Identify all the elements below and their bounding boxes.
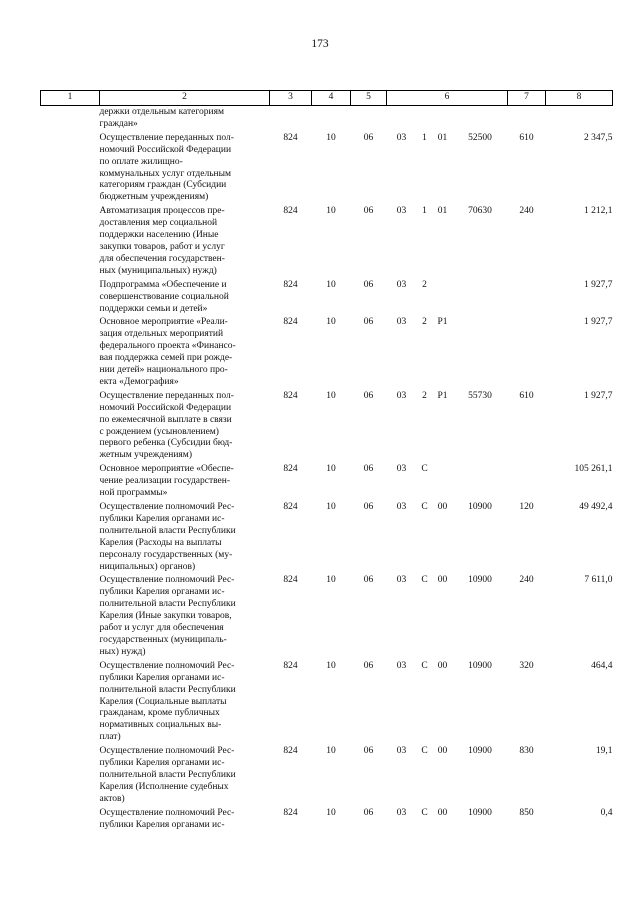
subprogram-code: 1 bbox=[422, 132, 427, 143]
row-number-cell bbox=[41, 279, 100, 317]
subsection-code: 06 bbox=[363, 746, 374, 757]
direction-code: 10900 bbox=[468, 807, 492, 818]
description-line: полнительной власти Республики bbox=[99, 769, 236, 780]
header-col-8: 8 bbox=[546, 91, 613, 106]
table-row bbox=[41, 745, 613, 807]
subsection-code: 06 bbox=[363, 279, 374, 290]
description-line: держки отдельным категориям bbox=[99, 107, 225, 117]
subprogram-code: С bbox=[421, 575, 428, 586]
table-row bbox=[41, 106, 613, 132]
subprogram-code: 2 bbox=[422, 317, 427, 328]
description-line: актов) bbox=[99, 793, 125, 804]
row-number-cell bbox=[41, 660, 100, 745]
amount: 1 927,7 bbox=[584, 279, 613, 290]
expense-type-code: 610 bbox=[519, 390, 534, 401]
section-code: 10 bbox=[326, 279, 336, 290]
main-event-code bbox=[433, 279, 453, 317]
direction-code: 10900 bbox=[468, 502, 492, 512]
description-line: Карелия (Социальные выплаты bbox=[99, 696, 227, 707]
description-line: персоналу государственных (му- bbox=[99, 549, 233, 560]
main-event-code: 00 bbox=[437, 575, 448, 586]
direction-code bbox=[453, 463, 508, 501]
admin-code: 824 bbox=[283, 502, 298, 512]
admin-code: 824 bbox=[283, 575, 298, 586]
subprogram-code: С bbox=[421, 746, 428, 757]
description-line: Основное мероприятие «Обеспе- bbox=[99, 464, 234, 475]
section-code: 10 bbox=[326, 132, 336, 143]
main-event-code: 01 bbox=[437, 206, 448, 217]
program-code: 03 bbox=[396, 502, 407, 512]
program-code: 03 bbox=[396, 390, 407, 401]
subsection-code: 06 bbox=[363, 317, 374, 328]
table-row bbox=[41, 279, 613, 317]
description-line: Осуществление переданных пол- bbox=[99, 132, 234, 143]
program-code: 03 bbox=[396, 317, 407, 328]
subsection-code bbox=[351, 106, 387, 132]
row-description bbox=[100, 279, 270, 317]
main-event-code bbox=[433, 463, 453, 501]
amount: 1 212,1 bbox=[584, 206, 613, 217]
direction-code bbox=[453, 279, 508, 317]
row-description bbox=[100, 106, 270, 132]
subsection-code: 06 bbox=[363, 502, 374, 512]
description-line: полнительной власти Республики bbox=[99, 525, 236, 536]
description-line: с рождением (усыновлением) bbox=[99, 426, 219, 437]
row-number-cell bbox=[41, 574, 100, 659]
row-description bbox=[100, 205, 270, 278]
description-line: вая поддержка семей при рожде- bbox=[99, 353, 233, 364]
table-row bbox=[41, 390, 613, 463]
description-line: коммунальных услуг отдельным bbox=[99, 168, 232, 179]
budget-table bbox=[40, 90, 613, 832]
main-event-code: 00 bbox=[437, 746, 448, 757]
description-line: полнительной власти Республики bbox=[99, 599, 236, 610]
description-line: Осуществление полномочий Рес- bbox=[99, 746, 235, 757]
description-line: Осуществление полномочий Рес- bbox=[99, 575, 235, 586]
row-number-cell bbox=[41, 390, 100, 463]
description-line: Карелия (Исполнение судебных bbox=[99, 781, 229, 792]
expense-type-code bbox=[508, 316, 546, 389]
description-line: полнительной власти Республики bbox=[99, 684, 236, 695]
header-col-2: 2 bbox=[100, 91, 270, 106]
description-line: Карелия (Расходы на выплаты bbox=[99, 537, 222, 548]
section-code: 10 bbox=[326, 746, 336, 757]
main-event-code: P1 bbox=[437, 317, 448, 328]
admin-code: 824 bbox=[283, 279, 298, 290]
table-row bbox=[41, 660, 613, 745]
section-code: 10 bbox=[326, 502, 336, 512]
program-code: 03 bbox=[396, 807, 407, 818]
description-line: чение реализации государствен- bbox=[99, 476, 231, 487]
description-line: бюджетным учреждениям) bbox=[99, 192, 209, 203]
description-line: Осуществление полномочий Рес- bbox=[99, 502, 235, 512]
subsection-code: 06 bbox=[363, 390, 374, 401]
page-number: 173 bbox=[311, 38, 329, 50]
row-description bbox=[100, 807, 270, 833]
subprogram-code: С bbox=[421, 464, 428, 475]
program-code: 03 bbox=[396, 660, 407, 671]
admin-code: 824 bbox=[283, 317, 298, 328]
row-description bbox=[100, 132, 270, 205]
main-event-code: P1 bbox=[437, 390, 448, 401]
direction-code: 10900 bbox=[468, 660, 492, 671]
row-number-cell bbox=[41, 501, 100, 574]
subsection-code: 06 bbox=[363, 660, 374, 671]
description-line: ной программы» bbox=[99, 488, 168, 499]
direction-code: 10900 bbox=[468, 575, 492, 586]
row-description bbox=[100, 501, 270, 574]
description-line: номочий Российской Федерации bbox=[99, 402, 232, 413]
description-line: зация отдельных мероприятий bbox=[99, 329, 224, 340]
amount: 105 261,1 bbox=[574, 464, 613, 475]
description-line: плат) bbox=[99, 732, 121, 743]
main-event-code: 01 bbox=[437, 132, 448, 143]
admin-code: 824 bbox=[283, 660, 298, 671]
description-line: Карелия (Иные закупки товаров, bbox=[99, 611, 232, 622]
direction-code: 70630 bbox=[468, 206, 492, 217]
description-line: работ и услуг для обеспечения bbox=[99, 623, 224, 634]
header-col-5: 5 bbox=[351, 91, 387, 106]
amount: 0,4 bbox=[600, 807, 613, 818]
main-event-code: 00 bbox=[437, 807, 448, 818]
subprogram-code bbox=[417, 106, 433, 132]
description-line: жетным учреждениям) bbox=[99, 450, 192, 461]
expense-type-code: 240 bbox=[519, 206, 534, 217]
description-line: публики Карелия органами ис- bbox=[99, 819, 225, 830]
header-col-4: 4 bbox=[312, 91, 351, 106]
description-line: публики Карелия органами ис- bbox=[99, 758, 225, 769]
table-row bbox=[41, 501, 613, 574]
table-row bbox=[41, 316, 613, 389]
amount: 2 347,5 bbox=[584, 132, 613, 143]
expense-type-code: 320 bbox=[519, 660, 534, 671]
header-col-6: 6 bbox=[387, 91, 508, 106]
direction-code bbox=[453, 106, 508, 132]
description-line: гражданам, кроме публичных bbox=[99, 708, 220, 719]
description-line: поддержки населению (Иные bbox=[99, 230, 219, 241]
admin-code: 824 bbox=[283, 464, 298, 475]
amount: 49 492,4 bbox=[579, 502, 613, 512]
description-line: федерального проекта «Финансо- bbox=[99, 341, 236, 352]
row-number-cell bbox=[41, 132, 100, 205]
admin-code: 824 bbox=[283, 746, 298, 757]
subprogram-code: С bbox=[421, 502, 428, 512]
row-number-cell bbox=[41, 316, 100, 389]
section-code: 10 bbox=[326, 464, 336, 475]
description-line: публики Карелия органами ис- bbox=[99, 513, 225, 524]
row-description bbox=[100, 660, 270, 745]
amount: 1 927,7 bbox=[584, 317, 613, 328]
description-line: Осуществление переданных пол- bbox=[99, 390, 234, 401]
row-number-cell bbox=[41, 745, 100, 807]
admin-code bbox=[270, 106, 312, 132]
expense-type-code bbox=[508, 106, 546, 132]
description-line: ниципальных) органов) bbox=[99, 561, 196, 572]
direction-code: 52500 bbox=[468, 132, 492, 143]
description-line: граждан» bbox=[99, 118, 138, 129]
subsection-code: 06 bbox=[363, 206, 374, 217]
table-row bbox=[41, 205, 613, 278]
expense-type-code bbox=[508, 279, 546, 317]
admin-code: 824 bbox=[283, 390, 298, 401]
admin-code: 824 bbox=[283, 807, 298, 818]
main-event-code bbox=[433, 106, 453, 132]
header-col-7: 7 bbox=[508, 91, 546, 106]
program-code: 03 bbox=[396, 464, 407, 475]
description-line: Основное мероприятие «Реали- bbox=[99, 317, 228, 328]
description-line: публики Карелия органами ис- bbox=[99, 672, 225, 683]
subprogram-code: С bbox=[421, 660, 428, 671]
description-line: нормативных социальных вы- bbox=[99, 720, 222, 731]
expense-type-code: 610 bbox=[519, 132, 534, 143]
row-number-cell bbox=[41, 205, 100, 278]
subprogram-code: С bbox=[421, 807, 428, 818]
program-code: 03 bbox=[396, 132, 407, 143]
description-line: Автоматизация процессов пре- bbox=[99, 206, 225, 217]
description-line: нии детей» национального про- bbox=[99, 365, 228, 376]
amount bbox=[546, 106, 613, 132]
direction-code: 10900 bbox=[468, 746, 492, 757]
subprogram-code: 2 bbox=[422, 279, 427, 290]
amount: 7 611,0 bbox=[584, 575, 613, 586]
amount: 19,1 bbox=[595, 746, 613, 757]
expense-type-code: 830 bbox=[519, 746, 534, 757]
description-line: по ежемесячной выплате в связи bbox=[99, 414, 232, 425]
row-number-cell bbox=[41, 106, 100, 132]
description-line: Осуществление полномочий Рес- bbox=[99, 807, 235, 818]
row-description bbox=[100, 463, 270, 501]
section-code: 10 bbox=[326, 206, 336, 217]
row-description bbox=[100, 745, 270, 807]
description-line: Подпрограмма «Обеспечение и bbox=[99, 279, 227, 290]
description-line: для обеспечения государствен- bbox=[99, 253, 225, 264]
expense-type-code: 120 bbox=[519, 502, 534, 512]
section-code: 10 bbox=[326, 807, 336, 818]
amount: 464,4 bbox=[591, 660, 613, 671]
description-line: закупки товаров, работ и услуг bbox=[99, 241, 225, 252]
row-description bbox=[100, 574, 270, 659]
program-code: 03 bbox=[396, 575, 407, 586]
description-line: ных (муниципальных) нужд) bbox=[99, 265, 217, 276]
program-code bbox=[387, 106, 417, 132]
program-code: 03 bbox=[396, 279, 407, 290]
program-code: 03 bbox=[396, 206, 407, 217]
table-row bbox=[41, 463, 613, 501]
table-body bbox=[41, 106, 613, 833]
section-code bbox=[312, 106, 351, 132]
admin-code: 824 bbox=[283, 206, 298, 217]
table-row bbox=[41, 132, 613, 205]
section-code: 10 bbox=[326, 390, 336, 401]
section-code: 10 bbox=[326, 575, 336, 586]
description-line: государственных (муниципаль- bbox=[99, 634, 227, 645]
description-line: екта «Демография» bbox=[99, 376, 179, 387]
direction-code: 55730 bbox=[468, 390, 492, 401]
table-row bbox=[41, 574, 613, 659]
row-number-cell bbox=[41, 463, 100, 501]
expense-type-code: 850 bbox=[519, 807, 534, 818]
subsection-code: 06 bbox=[363, 575, 374, 586]
description-line: по оплате жилищно- bbox=[99, 156, 183, 167]
row-number-cell bbox=[41, 807, 100, 833]
program-code: 03 bbox=[396, 746, 407, 757]
header-col-3: 3 bbox=[270, 91, 312, 106]
description-line: Осуществление полномочий Рес- bbox=[99, 660, 235, 671]
section-code: 10 bbox=[326, 660, 336, 671]
subsection-code: 06 bbox=[363, 464, 374, 475]
subsection-code: 06 bbox=[363, 807, 374, 818]
description-line: публики Карелия органами ис- bbox=[99, 587, 225, 598]
row-description bbox=[100, 390, 270, 463]
description-line: номочий Российской Федерации bbox=[99, 144, 232, 155]
admin-code: 824 bbox=[283, 132, 298, 143]
subprogram-code: 1 bbox=[422, 206, 427, 217]
header-col-1: 1 bbox=[41, 91, 100, 106]
main-event-code: 00 bbox=[437, 502, 448, 512]
description-line: поддержки семьи и детей» bbox=[99, 303, 208, 314]
subprogram-code: 2 bbox=[422, 390, 427, 401]
expense-type-code bbox=[508, 463, 546, 501]
description-line: ных) нужд) bbox=[99, 646, 146, 657]
main-event-code: 00 bbox=[437, 660, 448, 671]
description-line: совершенствование социальной bbox=[99, 291, 229, 302]
description-line: категориям граждан (Субсидии bbox=[99, 180, 227, 191]
amount: 1 927,7 bbox=[584, 390, 613, 401]
table-row bbox=[41, 807, 613, 833]
section-code: 10 bbox=[326, 317, 336, 328]
table-header-row bbox=[41, 91, 613, 106]
subsection-code: 06 bbox=[363, 132, 374, 143]
row-description bbox=[100, 316, 270, 389]
direction-code bbox=[453, 316, 508, 389]
description-line: первого ребенка (Субсидии бюд- bbox=[99, 438, 233, 449]
expense-type-code: 240 bbox=[519, 575, 534, 586]
description-line: доставления мер социальной bbox=[99, 218, 218, 229]
